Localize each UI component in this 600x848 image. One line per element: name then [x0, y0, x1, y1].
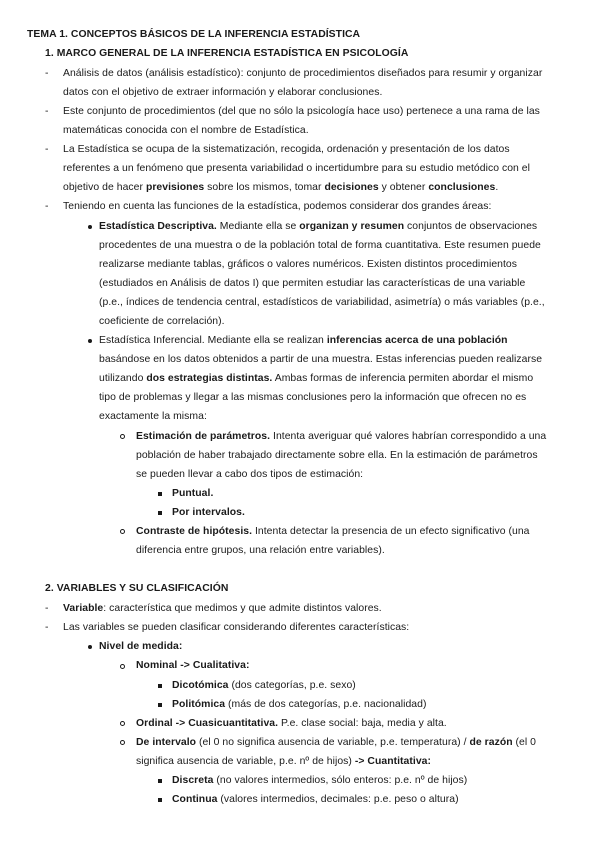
text-run-bold: Contraste de hipótesis.	[136, 526, 253, 537]
text-run: y obtener	[378, 182, 429, 193]
dash-marker: -	[45, 603, 49, 614]
bullet-dot	[88, 339, 92, 343]
list-item-politomica	[172, 698, 426, 711]
bullet-circle	[120, 740, 125, 745]
list-item-continua	[172, 793, 459, 806]
dash-marker: -	[45, 201, 49, 212]
section-1-heading: 1. MARCO GENERAL DE LA INFERENCIA ESTADÍSTICA EN PSICOLOGÍA	[45, 48, 409, 59]
paragraph-line	[99, 220, 537, 233]
text-run-bold: Ordinal -> Cuasicuantitativa.	[136, 718, 279, 729]
paragraph-line: Análisis de datos (análisis estadístico): conjunto de procedimientos diseñados para resumir y organizar	[63, 68, 543, 79]
paragraph-line: tipo de problemas y llegar a las mismas conclusiones pero la información que ofrecen no es	[99, 392, 527, 403]
text-run-bold: conclusiones	[428, 182, 496, 193]
text-run: : característica que medimos y que admite distintos valores.	[103, 603, 382, 614]
text-run-bold: previsiones	[145, 182, 205, 193]
paragraph-line: matemáticas conocida con el nombre de Estadística.	[63, 125, 309, 136]
paragraph-line	[99, 334, 508, 347]
text-run: (más de dos categorías, p.e. nacionalidad)	[225, 699, 427, 710]
bullet-square	[158, 684, 162, 688]
text-run: conjuntos de observaciones	[404, 221, 538, 232]
list-item-dicotomica	[172, 679, 356, 692]
text-run: objetivo de hacer	[63, 182, 146, 193]
text-run-bold: Continua	[172, 794, 218, 805]
paragraph-line: datos con el objetivo de extraer información y elaborar conclusiones.	[63, 87, 383, 98]
dash-marker: -	[45, 106, 49, 117]
bullet-dot	[88, 645, 92, 649]
text-run-bold: Politómica	[172, 699, 226, 710]
bullet-circle	[120, 529, 125, 534]
text-run-bold: Discreta	[172, 775, 214, 786]
paragraph-line: Las variables se pueden clasificar considerando diferentes características:	[63, 622, 410, 633]
paragraph-line: diferencia entre grupos, una relación entre variables).	[136, 545, 385, 556]
text-run: Estadística Inferencial. Mediante ella se realizan	[99, 335, 327, 346]
list-item-nivel-medida: Nivel de medida:	[99, 641, 183, 652]
paragraph-line	[99, 372, 533, 385]
bullet-square	[158, 492, 162, 496]
paragraph-line: población de haber trabajado directamente sobre ella. En la estimación de parámetros	[136, 450, 538, 461]
list-item-intervalo-razon	[136, 736, 536, 749]
bullet-circle	[120, 664, 125, 669]
paragraph-line	[63, 181, 498, 194]
text-run: significa ausencia de variable, p.e. nº de hijos)	[136, 756, 355, 767]
document-title: TEMA 1. CONCEPTOS BÁSICOS DE LA INFERENCIA ESTADÍSTICA	[27, 29, 361, 40]
paragraph-line: La Estadística se ocupa de la sistematización, recogida, ordenación y presentación de los datos	[63, 144, 510, 155]
text-run: (dos categorías, p.e. sexo)	[228, 680, 356, 691]
list-item-puntual: Puntual.	[172, 488, 214, 499]
text-run-bold: de razón	[469, 737, 513, 748]
text-run-bold: decisiones	[324, 182, 379, 193]
text-run-bold: De intervalo	[136, 737, 197, 748]
text-run-bold: Estadística Descriptiva.	[99, 221, 217, 232]
list-item-nominal: Nominal -> Cualitativa:	[136, 660, 250, 671]
list-item-intervalos: Por intervalos.	[172, 507, 245, 518]
paragraph-line	[63, 602, 382, 615]
text-run: Intenta detectar la presencia de un efecto significativo (una	[252, 526, 530, 537]
paragraph-line: (p.e., índices de tendencia central, estadísticos de variabilidad, asimetría) o más variables (p.e.,	[99, 297, 545, 308]
text-run-bold: Variable	[63, 603, 104, 614]
text-run-bold: Dicotómica	[172, 680, 229, 691]
text-run: Mediante ella se	[216, 221, 300, 232]
text-run: .	[495, 182, 499, 193]
bullet-dot	[88, 225, 92, 229]
bullet-square	[158, 779, 162, 783]
bullet-square	[158, 798, 162, 802]
paragraph-line: coeficiente de correlación).	[99, 316, 225, 327]
text-run-bold: Estimación de parámetros.	[136, 431, 271, 442]
dash-marker: -	[45, 68, 49, 79]
text-run: utilizando	[99, 373, 147, 384]
dash-marker: -	[45, 622, 49, 633]
dash-marker: -	[45, 144, 49, 155]
bullet-square	[158, 511, 162, 515]
paragraph-line: Este conjunto de procedimientos (del que no sólo la psicología hace uso) pertenece a una rama de las	[63, 106, 540, 117]
paragraph-line: realizarse mediante tablas, gráficos o valores numéricos. Existen distintos procedimientos	[99, 259, 518, 270]
paragraph-line: Teniendo en cuenta las funciones de la estadística, podemos considerar dos grandes áreas:	[63, 201, 492, 212]
paragraph-line: procedentes de una muestra o de la población total de forma cuantitativa. Este resumen puede	[99, 240, 541, 251]
paragraph-line: exactamente la misma:	[99, 411, 207, 422]
text-run-bold: dos estrategias distintas.	[146, 373, 273, 384]
text-run: (el 0	[512, 737, 537, 748]
section-2-heading: 2. VARIABLES Y SU CLASIFICACIÓN	[45, 583, 229, 594]
list-item-ordinal	[136, 717, 447, 730]
paragraph-line: se pueden llevar a cabo dos tipos de estimación:	[136, 469, 364, 480]
text-run-bold: -> Cuantitativa:	[354, 756, 432, 767]
text-run-bold: inferencias acerca de una población	[326, 335, 508, 346]
text-run: (no valores intermedios, sólo enteros: p.e. nº de hijos)	[213, 775, 468, 786]
paragraph-line: basándose en los datos obtenidos a partir de una muestra. Estas inferencias pueden realizarse	[99, 354, 543, 365]
paragraph-line: referentes a un fenómeno que presenta variabilidad o incertidumbre para su estudio metódico con el	[63, 163, 530, 174]
paragraph-line	[136, 525, 530, 538]
bullet-circle	[120, 721, 125, 726]
paragraph-line	[136, 755, 431, 768]
list-item-discreta	[172, 774, 467, 787]
text-run: P.e. clase social: baja, media y alta.	[278, 718, 447, 729]
paragraph-line: (estudiados en Análisis de datos I) que permiten estudiar las características de una variable	[99, 278, 526, 289]
text-run-bold: organizan y resumen	[299, 221, 405, 232]
text-run: Intenta averiguar qué valores habrían correspondido a una	[270, 431, 547, 442]
text-run: sobre los mismos, tomar	[204, 182, 325, 193]
text-run: (valores intermedios, decimales: p.e. peso o altura)	[217, 794, 459, 805]
text-run: Ambas formas de inferencia permiten abordar el mismo	[272, 373, 534, 384]
text-run: (el 0 no significa ausencia de variable, p.e. temperatura) /	[196, 737, 470, 748]
bullet-square	[158, 703, 162, 707]
bullet-circle	[120, 434, 125, 439]
paragraph-line	[136, 430, 546, 443]
